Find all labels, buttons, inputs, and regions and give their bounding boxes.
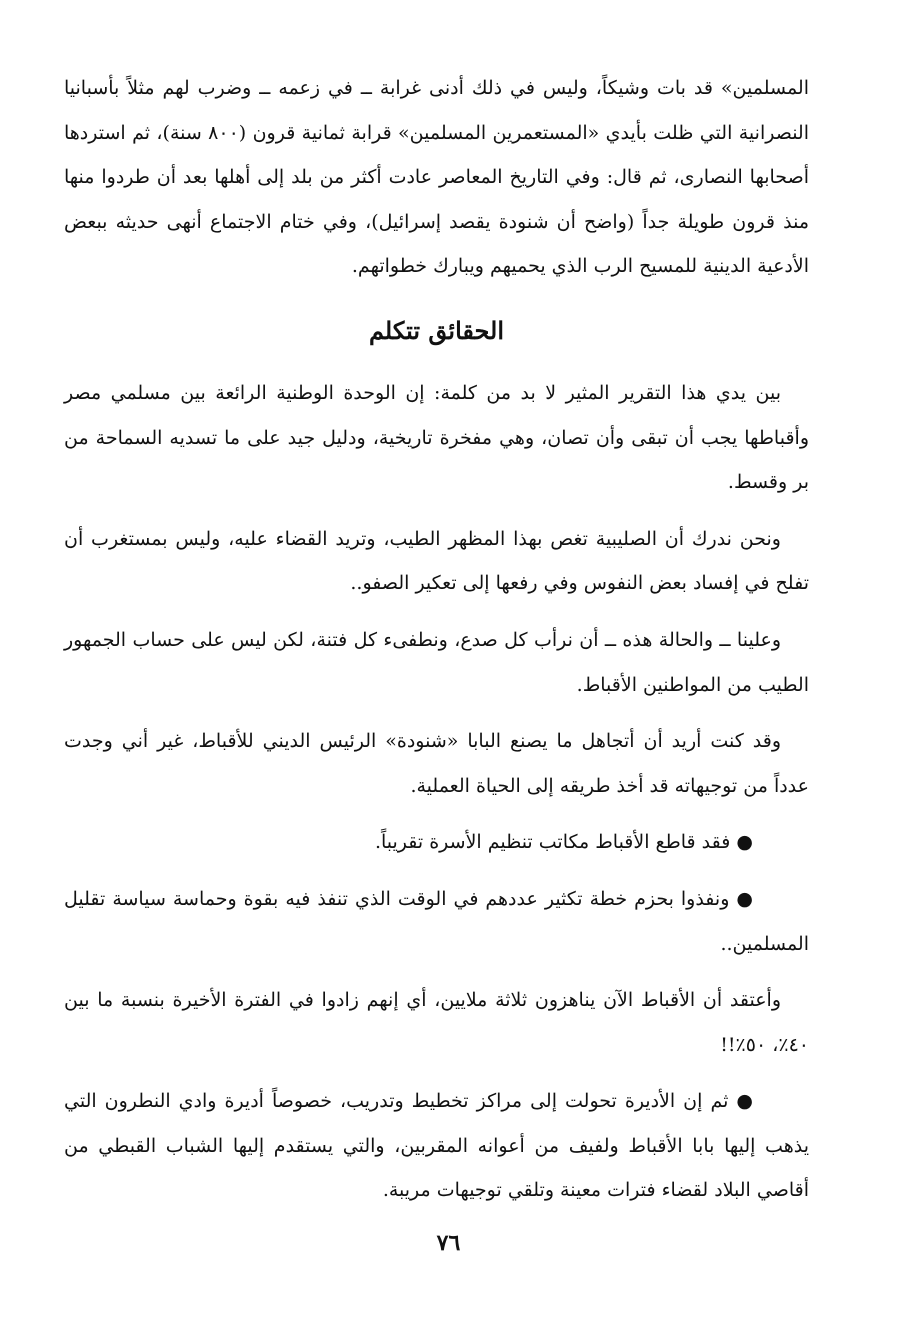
paragraph-2: ونحن ندرك أن الصليبية تغص بهذا المظهر الطيب، وتريد القضاء عليه، وليس بمستغرب أن تفلح في إفساد بعض النفوس وفي رفعها إلى تعكير الصفو.. [64,527,809,595]
bullet-item-1 [64,820,809,865]
page-body [64,66,809,1213]
paragraph-5: وأعتقد أن الأقباط الآن يناهزون ثلاثة ملايين، أي إنهم زادوا في الفترة الأخيرة بنسبة ما بين ٤٠٪، ٥٠٪!! [64,989,809,1056]
bullet-text-2: ونفذوا بحزم خطة تكثير عددهم في الوقت الذي تنفذ فيه بقوة وحماسة سياسة تقليل المسلمين.. [64,887,809,955]
page-number: ٧٦ [436,1230,461,1256]
paragraph-1: بين يدي هذا التقرير المثير لا بد من كلمة: إن الوحدة الوطنية الرائعة بين مسلمي مصر وأقباطها يجب أن تبقى وأن تصان، وهي مفخرة تاريخية، ودليل جيد على ما تسديه السماحة من بر وقسط. [64,381,809,494]
paragraph-continued: المسلمين» قد بات وشيكاً، وليس في ذلك أدنى غرابة ــ في زعمه ــ وضرب لهم مثلاً بأسبانيا النصرانية التي ظلت بأيدي «المستعمرين المسلمين» قرابة ثمانية قرون (٨٠٠ سنة)، ثم استردها أصحابها النصارى، ثم قال: وفي التاريخ المعاصر عادت أكثر من بلد إلى أهلها بعد أن طردوا منها منذ قرون طويلة جداً (واضح أن شنودة يقصد إسرائيل)، وفي ختام الاجتماع أنهى حديثه ببعض الأدعية الدينية للمسيح الرب الذي يحميهم ويبارك خطواتهم. [64,77,809,278]
bullet-text-1: فقد قاطع الأقباط مكاتب تنظيم الأسرة تقريباً. [374,831,731,854]
bullet-item-2 [64,877,809,966]
paragraph-3: وعلينا ــ والحالة هذه ــ أن نرأب كل صدع، ونطفىء كل فتنة، لكن ليس على حساب الجمهور الطيب من المواطنين الأقباط. [64,628,809,696]
bullet-icon: ● [736,887,753,910]
bullet-item-3 [64,1079,809,1213]
bullet-icon: ● [736,1090,753,1113]
paragraph-4: وقد كنت أريد أن أتجاهل ما يصنع البابا «شنودة» الرئيس الديني للأقباط، غير أني وجدت عدداً من توجيهاته قد أخذ طريقه إلى الحياة العملية. [64,730,809,797]
bullet-icon: ● [736,831,753,854]
bullet-text-3: ثم إن الأديرة تحولت إلى مراكز تخطيط وتدريب، خصوصاً أديرة وادي النطرون التي يذهب إليها بابا الأقباط ولفيف من أعوانه المقربين، والتي يستقدم إليها الشباب القبطي من أقاصي البلاد لقضاء فترات معينة وتلقي توجيهات مريبة. [64,1090,809,1202]
section-heading: الحقائق تتكلم [368,315,505,345]
